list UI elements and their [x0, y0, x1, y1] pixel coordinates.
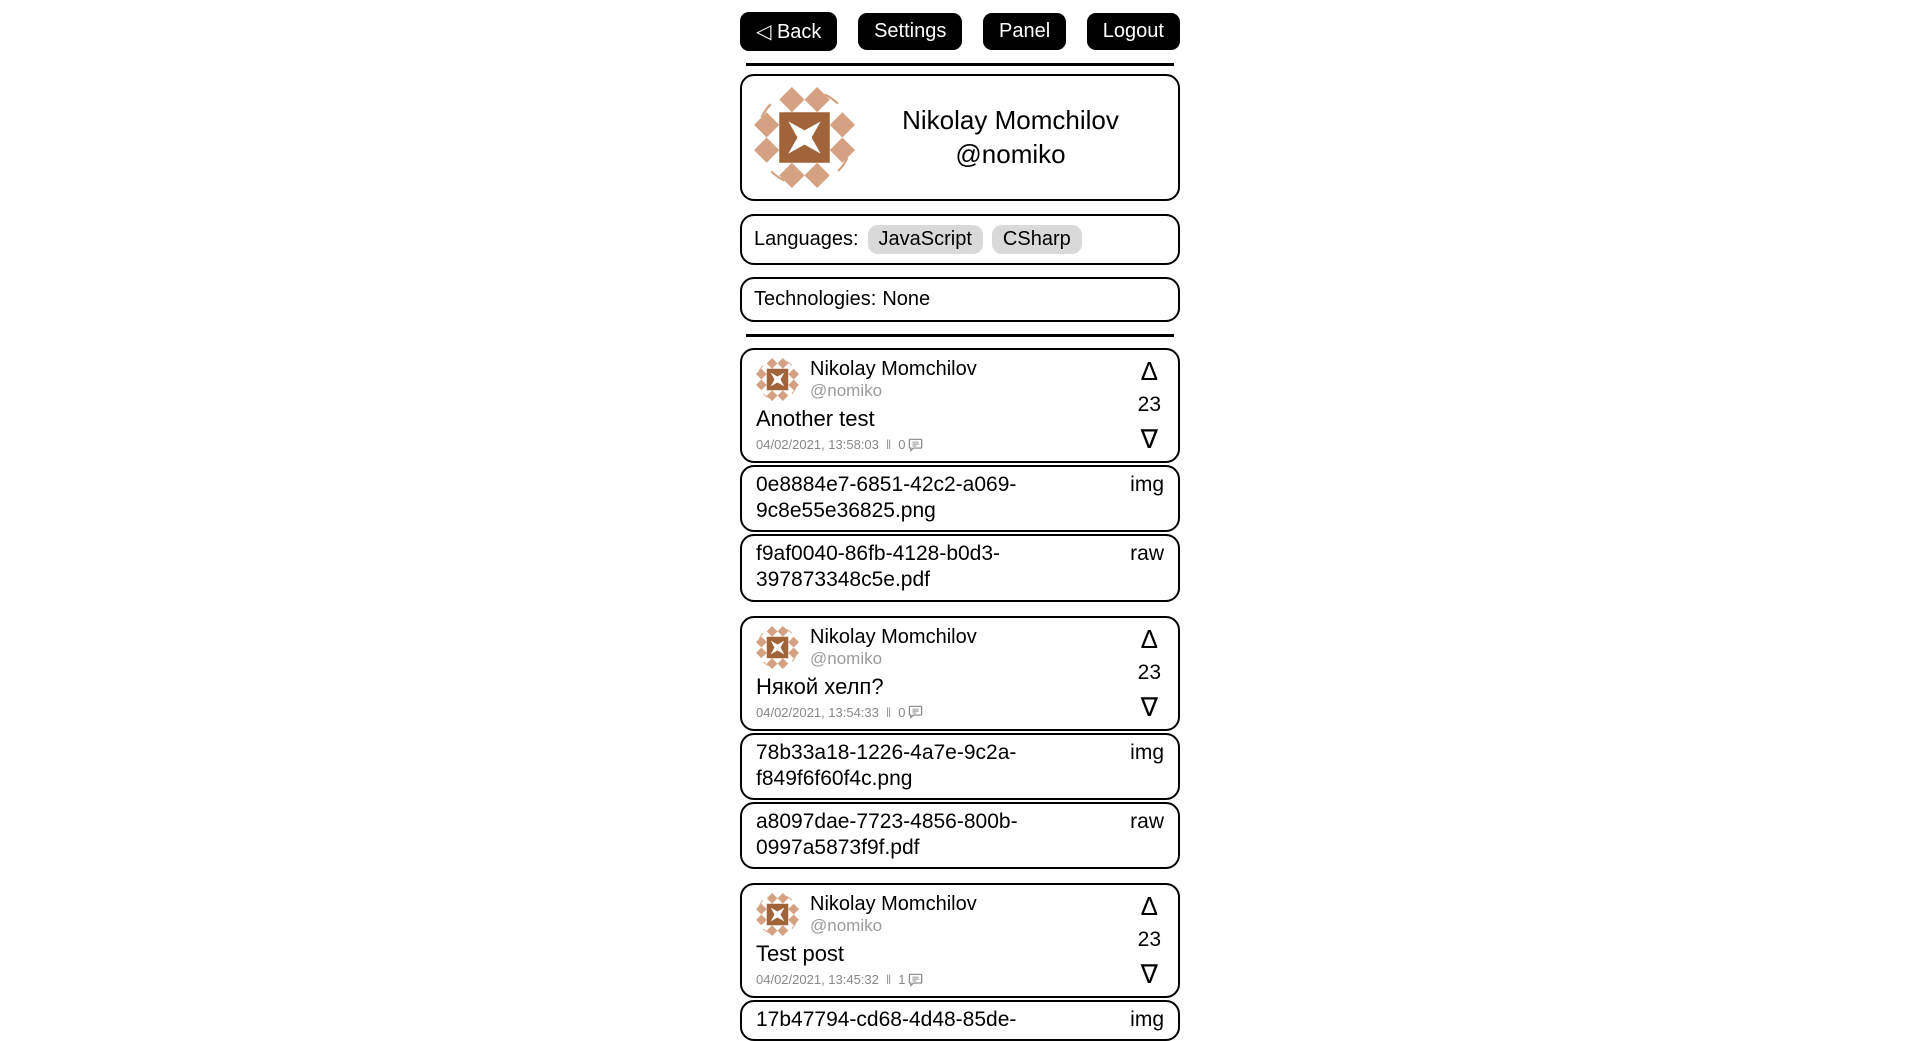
post-timestamp: 04/02/2021, 13:54:33	[756, 704, 879, 720]
post-header	[756, 358, 1164, 401]
profile-handle: @nomiko	[955, 138, 1066, 169]
post-author-handle: @nomiko	[810, 381, 883, 400]
technologies-card	[740, 277, 1180, 322]
post-group	[740, 883, 1180, 1041]
back-button[interactable]: ◁ Back	[740, 12, 837, 51]
meta-separator: ‖	[885, 704, 892, 720]
vote-count: 23	[1137, 928, 1161, 952]
main-column	[740, 0, 1180, 1041]
vote-column	[1137, 623, 1161, 722]
downvote-button[interactable]: ∇	[1140, 691, 1159, 722]
post-title: Another test	[756, 406, 875, 432]
profile-card	[740, 74, 1180, 201]
language-tag-javascript: JavaScript	[868, 225, 983, 254]
post-timestamp: 04/02/2021, 13:58:03	[756, 437, 879, 453]
attachment-type: img	[1130, 1008, 1164, 1032]
attachment-filename: a8097dae-7723-4856-800b-0997a5873f9f.pdf	[756, 809, 1018, 859]
post-title: Някой хелп?	[756, 673, 884, 699]
attachment-row[interactable]	[740, 1000, 1180, 1041]
meta-separator: ‖	[885, 437, 892, 453]
comment-count-wrap	[898, 437, 922, 452]
languages-card	[740, 214, 1180, 265]
vote-column	[1137, 891, 1161, 990]
languages-label: Languages:	[754, 228, 859, 250]
vote-column	[1137, 356, 1161, 455]
attachment-type: img	[1130, 740, 1164, 764]
post-card[interactable]	[740, 616, 1180, 731]
attachment-row[interactable]	[740, 733, 1180, 800]
upvote-button[interactable]: Δ	[1140, 891, 1158, 922]
post-header	[756, 893, 1164, 936]
vote-count: 23	[1137, 660, 1161, 684]
post-author-handle: @nomiko	[810, 648, 883, 668]
language-tag-csharp: CSharp	[992, 225, 1082, 254]
post-author: Nikolay Momchilov	[810, 358, 977, 380]
post-meta	[756, 437, 1164, 452]
attachment-row[interactable]	[740, 534, 1180, 601]
post-card[interactable]	[740, 348, 1180, 463]
comment-count-wrap	[898, 705, 922, 720]
downvote-button[interactable]: ∇	[1140, 959, 1159, 990]
attachment-row[interactable]	[740, 802, 1180, 869]
technologies-value: None	[882, 288, 931, 310]
post-group	[740, 348, 1180, 602]
attachment-filename: 0e8884e7-6851-42c2-a069-9c8e55e36825.png	[756, 473, 1017, 523]
post-timestamp: 04/02/2021, 13:45:32	[756, 972, 879, 988]
post-author-handle: @nomiko	[810, 916, 883, 936]
profile-names	[855, 104, 1166, 170]
attachment-row[interactable]	[740, 465, 1180, 532]
upvote-button[interactable]: Δ	[1140, 623, 1158, 654]
comment-icon	[908, 438, 923, 452]
post-card[interactable]	[740, 883, 1180, 998]
technologies-label: Technologies:	[754, 288, 877, 310]
profile-name: Nikolay Momchilov	[902, 105, 1119, 136]
post-meta	[756, 972, 1164, 987]
attachment-filename: 78b33a18-1226-4a7e-9c2a-f849f6f60f4c.png	[756, 740, 1017, 790]
meta-separator: ‖	[885, 972, 892, 988]
comment-icon	[908, 973, 923, 987]
post-avatar-identicon	[756, 358, 799, 401]
comment-count: 0	[898, 437, 906, 453]
profile-avatar-identicon	[754, 87, 855, 188]
divider-top	[746, 63, 1174, 66]
post-group	[740, 616, 1180, 870]
vote-count: 23	[1137, 393, 1161, 417]
settings-button[interactable]: Settings	[858, 13, 962, 50]
post-author: Nikolay Momchilov	[810, 893, 977, 916]
post-title: Test post	[756, 941, 845, 967]
comment-count-wrap	[898, 972, 922, 987]
post-avatar-identicon	[756, 626, 799, 669]
upvote-button[interactable]: Δ	[1140, 356, 1158, 386]
post-meta	[756, 705, 1164, 720]
attachment-type: img	[1130, 473, 1164, 497]
attachment-filename: 17b47794-cd68-4d48-85de-	[756, 1008, 1017, 1032]
downvote-button[interactable]: ∇	[1140, 424, 1159, 455]
comment-count: 1	[898, 972, 906, 988]
attachment-type: raw	[1130, 809, 1164, 833]
panel-button[interactable]: Panel	[983, 13, 1066, 50]
post-avatar-identicon	[756, 893, 799, 936]
top-toolbar	[740, 12, 1180, 51]
divider-posts	[746, 334, 1174, 337]
logout-button[interactable]: Logout	[1087, 13, 1180, 50]
comment-count: 0	[898, 704, 906, 720]
post-author: Nikolay Momchilov	[810, 625, 977, 648]
attachment-filename: f9af0040-86fb-4128-b0d3-397873348c5e.pdf	[756, 542, 1001, 592]
post-header	[756, 623, 1164, 669]
attachment-type: raw	[1130, 542, 1164, 566]
comment-icon	[908, 705, 923, 719]
